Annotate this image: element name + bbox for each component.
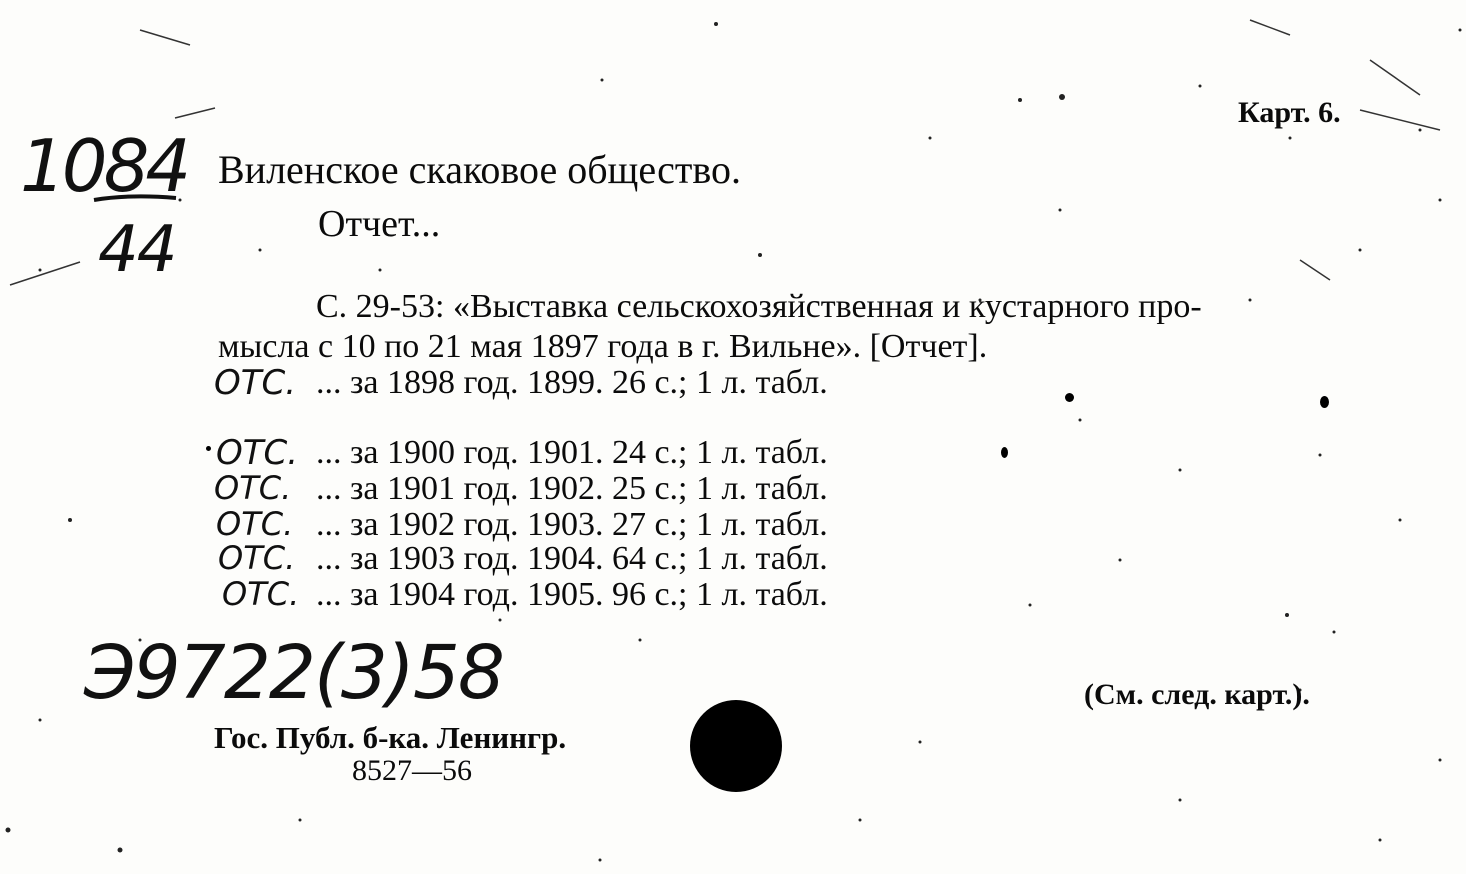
contents-note-line-2: мысла с 10 по 21 мая 1897 года в г. Вильне». [Отчет]. bbox=[218, 328, 988, 365]
handwritten-shelfmark-top: 1084 bbox=[20, 124, 188, 208]
contents-note-line-1: С. 29-53: «Выставка сельскохозяйственная и кустарного про- bbox=[316, 288, 1202, 325]
volume-entry: ... за 1900 год. 1901. 24 с.; 1 л. табл. bbox=[316, 434, 828, 471]
ink-dot bbox=[1001, 447, 1008, 458]
volume-handwritten-mark: ОТС. bbox=[216, 505, 294, 543]
print-run-number: 8527—56 bbox=[352, 754, 472, 787]
punch-hole-circle bbox=[690, 700, 782, 792]
volume-handwritten-mark: ОТС. bbox=[216, 433, 299, 473]
card-number-label: Карт. 6. bbox=[1238, 96, 1341, 129]
card-heading: Виленское скаковое общество. bbox=[218, 147, 741, 192]
volume-handwritten-mark: ОТС. bbox=[222, 575, 300, 613]
library-stamp: Гос. Публ. б-ка. Ленингр. bbox=[214, 720, 567, 755]
volume-entry: ... за 1898 год. 1899. 26 с.; 1 л. табл. bbox=[316, 364, 828, 401]
ink-dot bbox=[1320, 396, 1329, 408]
volume-handwritten-mark: ОТС. bbox=[214, 469, 292, 507]
card-subtitle: Отчет... bbox=[318, 203, 441, 245]
shelfmark-fraction-line bbox=[90, 192, 180, 206]
ink-dot bbox=[1065, 393, 1074, 402]
volume-handwritten-mark: ОТС. bbox=[214, 363, 297, 403]
see-next-card-note: (См. след. карт.). bbox=[1084, 678, 1310, 711]
volume-entry: ... за 1902 год. 1903. 27 с.; 1 л. табл. bbox=[316, 506, 828, 543]
volume-entry: ... за 1903 год. 1904. 64 с.; 1 л. табл. bbox=[316, 540, 828, 577]
handwritten-shelfmark-bottom: 44 bbox=[98, 213, 176, 287]
volume-entry: ... за 1901 год. 1902. 25 с.; 1 л. табл. bbox=[316, 470, 828, 507]
volume-handwritten-mark: ОТС. bbox=[218, 539, 296, 577]
handwritten-inventory-number: Э9722(3)58 bbox=[84, 630, 503, 716]
volume-entry: ... за 1904 год. 1905. 96 с.; 1 л. табл. bbox=[316, 576, 828, 613]
ink-dot bbox=[206, 446, 211, 451]
